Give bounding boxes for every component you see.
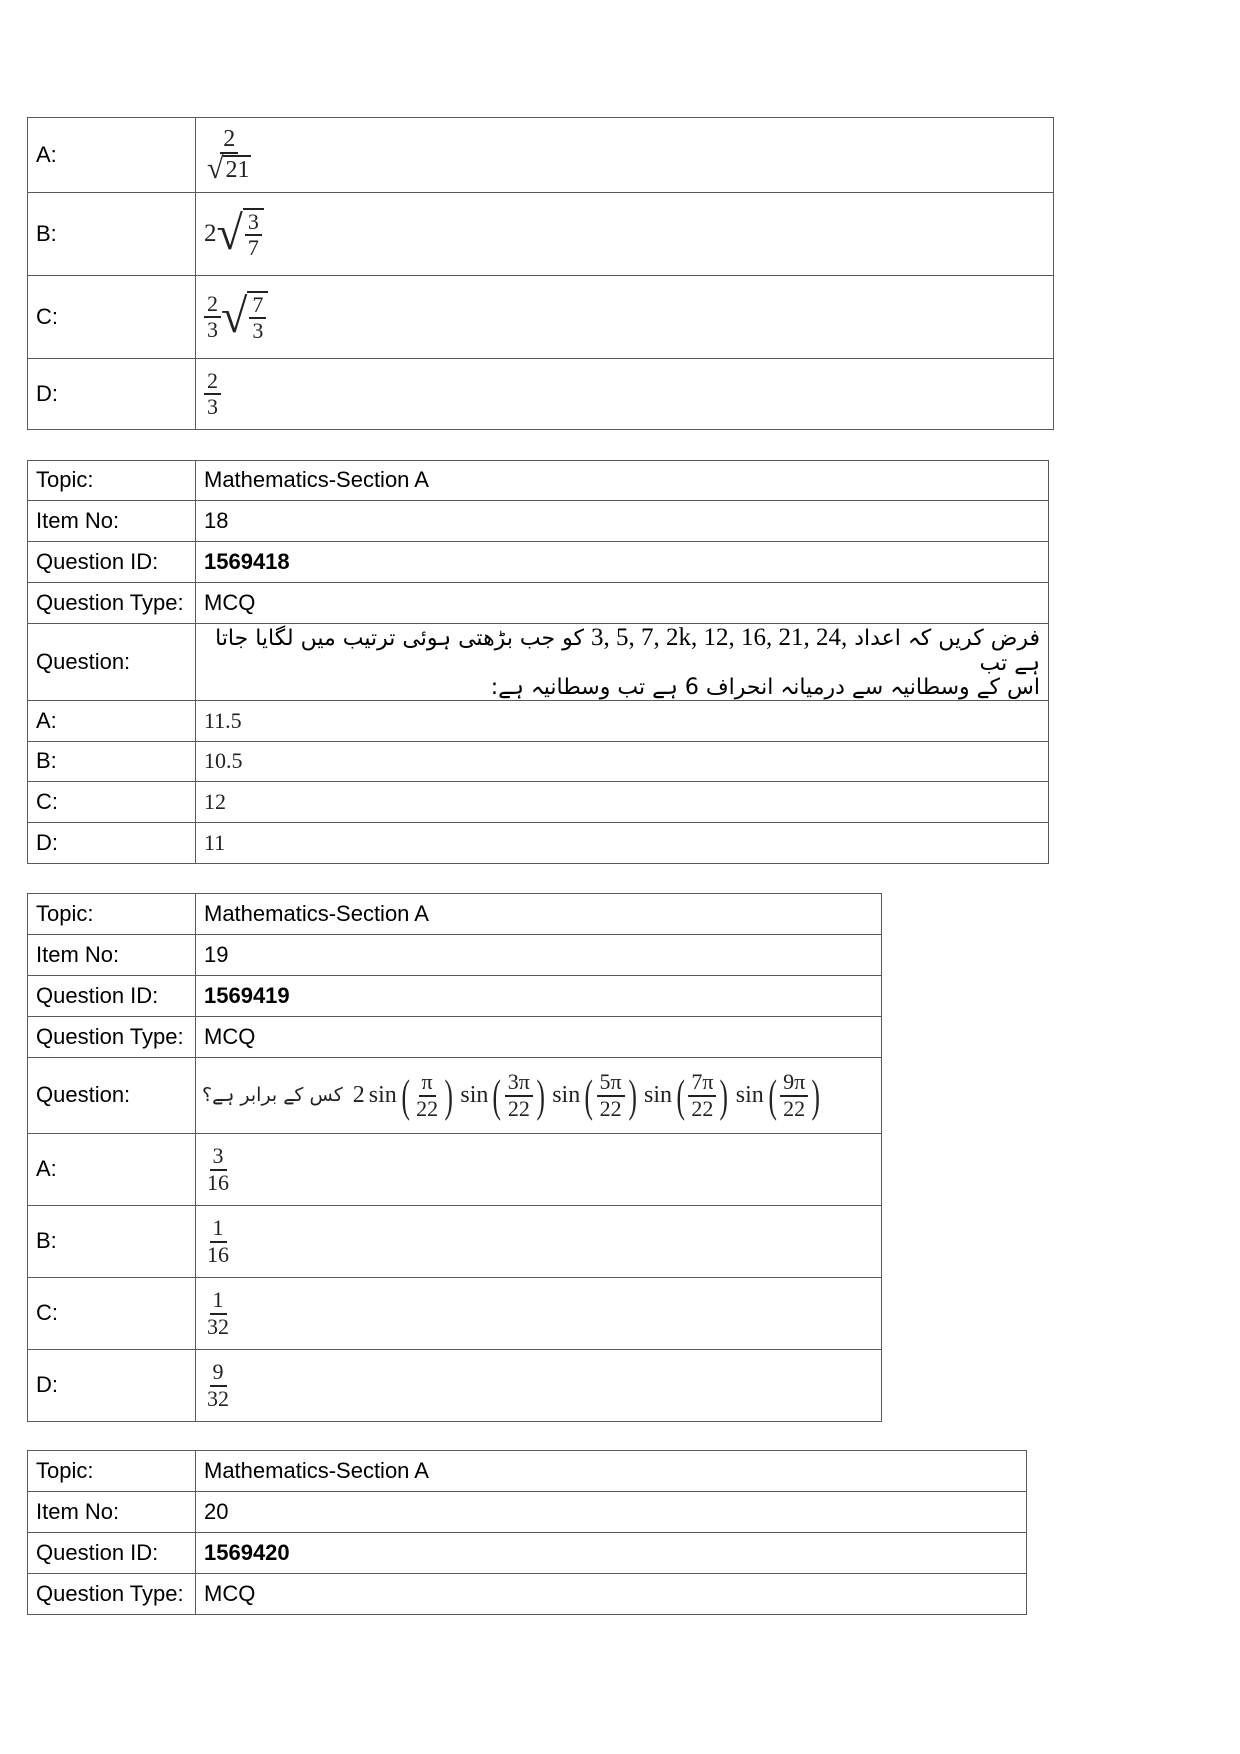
fraction bbox=[204, 1288, 232, 1338]
right-paren-icon: ) bbox=[444, 1069, 453, 1121]
question-text bbox=[196, 1058, 882, 1134]
fraction bbox=[413, 1070, 441, 1120]
item-no-row bbox=[28, 1492, 1027, 1533]
denominator: 16 bbox=[207, 1241, 229, 1267]
option-row-a bbox=[28, 700, 1049, 741]
question-text bbox=[196, 624, 1049, 701]
item-no-row bbox=[28, 501, 1049, 542]
denominator: 3 bbox=[207, 317, 218, 342]
sin-term-5 bbox=[736, 1070, 824, 1120]
radicand bbox=[247, 291, 268, 343]
denominator: 3 bbox=[252, 318, 264, 343]
question-type-value: MCQ bbox=[196, 583, 1049, 624]
option-row-d bbox=[28, 1350, 882, 1422]
option-row-d bbox=[28, 822, 1049, 863]
number-sequence: 3, 5, 7, 2k, 12, 16, 21, 24, bbox=[590, 624, 848, 651]
item-no-row bbox=[28, 935, 882, 976]
sin-fn: sin bbox=[643, 1082, 672, 1109]
numerator: 3π bbox=[505, 1070, 533, 1096]
topic-row bbox=[28, 461, 1049, 501]
radical-icon: √ bbox=[216, 207, 243, 260]
topic-row bbox=[28, 894, 882, 935]
option-label-c: C: bbox=[28, 781, 196, 822]
sin-term-1 bbox=[369, 1070, 457, 1120]
denominator: 22 bbox=[599, 1095, 622, 1121]
radicand: 21 bbox=[225, 156, 250, 183]
question-type-row bbox=[28, 583, 1049, 624]
fraction bbox=[204, 1360, 232, 1410]
sqrt bbox=[221, 291, 268, 343]
numerator: 1 bbox=[210, 1288, 227, 1314]
question-type-row bbox=[28, 1574, 1027, 1615]
left-paren-icon: ( bbox=[584, 1069, 594, 1121]
q19-table bbox=[27, 893, 882, 1422]
numerator: 2 bbox=[204, 292, 221, 318]
trig-expression bbox=[202, 1070, 826, 1120]
option-label-b: B: bbox=[28, 1206, 196, 1278]
option-row-b bbox=[28, 741, 1049, 781]
sin-fn: sin bbox=[552, 1082, 581, 1109]
numerator: 7 bbox=[249, 293, 266, 319]
option-value-d: 11 bbox=[196, 822, 1049, 863]
option-row-c bbox=[28, 276, 1054, 359]
option-row-b bbox=[28, 193, 1054, 276]
right-paren-icon: ) bbox=[628, 1069, 637, 1121]
radical-icon: √ bbox=[221, 290, 248, 343]
question-id-label: Question ID: bbox=[28, 976, 196, 1017]
question-id-value: 1569420 bbox=[196, 1533, 1027, 1574]
sin-term-4 bbox=[644, 1070, 732, 1120]
topic-value: Mathematics-Section A bbox=[196, 894, 882, 935]
question-id-value: 1569418 bbox=[196, 542, 1049, 583]
fraction bbox=[245, 210, 262, 260]
fraction bbox=[204, 1216, 232, 1266]
option-label-b: B: bbox=[28, 193, 196, 276]
sin-fn: sin bbox=[368, 1082, 397, 1109]
denominator: 3 bbox=[207, 394, 218, 419]
question-urdu-text: کس کے برابر ہے؟ bbox=[202, 1084, 343, 1107]
option-row-c bbox=[28, 781, 1049, 822]
q18-table bbox=[27, 460, 1049, 864]
left-paren-icon: ( bbox=[401, 1069, 410, 1121]
question-type-label: Question Type: bbox=[28, 1017, 196, 1058]
sin-fn: sin bbox=[460, 1082, 489, 1109]
fraction bbox=[780, 1070, 808, 1120]
question-id-row bbox=[28, 1533, 1027, 1574]
question-type-value: MCQ bbox=[196, 1017, 882, 1058]
question-line-1-pre: فرض کریں کہ اعداد bbox=[854, 626, 1040, 651]
topic-label: Topic: bbox=[28, 894, 196, 935]
numerator: 3 bbox=[245, 210, 262, 236]
option-value-b bbox=[196, 193, 1054, 276]
denominator: 22 bbox=[507, 1095, 530, 1121]
topic-label: Topic: bbox=[28, 1451, 196, 1492]
denominator: 16 bbox=[207, 1169, 229, 1195]
option-row-b bbox=[28, 1206, 882, 1278]
numerator: 9π bbox=[780, 1070, 808, 1096]
q17-options-table bbox=[27, 117, 1054, 430]
denominator: 7 bbox=[247, 235, 259, 260]
topic-row bbox=[28, 1451, 1027, 1492]
denominator: 32 bbox=[207, 1313, 229, 1339]
question-id-row bbox=[28, 976, 882, 1017]
q20-table bbox=[27, 1450, 1027, 1615]
radicand bbox=[243, 208, 264, 260]
numerator: 1 bbox=[210, 1216, 227, 1242]
question-type-label: Question Type: bbox=[28, 1574, 196, 1615]
sin-fn: sin bbox=[735, 1082, 764, 1109]
option-value-b bbox=[196, 1206, 882, 1278]
option-label-a: A: bbox=[28, 1134, 196, 1206]
topic-label: Topic: bbox=[28, 461, 196, 501]
item-no-value: 20 bbox=[196, 1492, 1027, 1533]
sin-term-3 bbox=[552, 1070, 640, 1120]
left-paren-icon: ( bbox=[676, 1069, 685, 1121]
option-row-c bbox=[28, 1278, 882, 1350]
question-row bbox=[28, 624, 1049, 701]
right-paren-icon: ) bbox=[811, 1069, 821, 1121]
option-value-c: 12 bbox=[196, 781, 1049, 822]
denominator: 22 bbox=[416, 1095, 439, 1121]
option-label-a: A: bbox=[28, 700, 196, 741]
sin-term-2 bbox=[460, 1070, 548, 1120]
item-no-value: 18 bbox=[196, 501, 1049, 542]
right-paren-icon: ) bbox=[719, 1069, 729, 1121]
fraction bbox=[249, 293, 266, 343]
denominator: 32 bbox=[207, 1385, 229, 1411]
option-row-a bbox=[28, 1134, 882, 1206]
option-value-c bbox=[196, 1278, 882, 1350]
question-line-2: اس کے وسطانیہ سے درمیانہ انحراف 6 ہے تب وسطانیہ ہے: bbox=[490, 674, 1040, 700]
left-paren-icon: ( bbox=[492, 1069, 502, 1121]
denominator: 22 bbox=[783, 1095, 806, 1121]
option-value-c bbox=[196, 276, 1054, 359]
numerator: 9 bbox=[210, 1360, 227, 1386]
question-id-row bbox=[28, 542, 1049, 583]
question-id-value: 1569419 bbox=[196, 976, 882, 1017]
question-type-row bbox=[28, 1017, 882, 1058]
numerator: 7π bbox=[688, 1070, 716, 1096]
option-value-d bbox=[196, 1350, 882, 1422]
question-type-label: Question Type: bbox=[28, 583, 196, 624]
item-no-label: Item No: bbox=[28, 1492, 196, 1533]
numerator: 5π bbox=[597, 1070, 625, 1096]
topic-value: Mathematics-Section A bbox=[196, 461, 1049, 501]
fraction bbox=[505, 1070, 533, 1120]
sqrt bbox=[217, 208, 264, 260]
question-line-1-post: کو جب بڑھتی ہوئی ترتیب میں لگایا جاتا ہے تب bbox=[215, 626, 1040, 676]
coefficient: 2 bbox=[204, 220, 217, 248]
right-paren-icon: ) bbox=[536, 1069, 545, 1121]
radical-icon: √ bbox=[207, 152, 224, 186]
option-label-d: D: bbox=[28, 359, 196, 430]
fraction bbox=[204, 292, 221, 342]
option-value-a: 11.5 bbox=[196, 700, 1049, 741]
question-id-label: Question ID: bbox=[28, 1533, 196, 1574]
option-label-c: C: bbox=[28, 276, 196, 359]
item-no-value: 19 bbox=[196, 935, 882, 976]
fraction bbox=[204, 369, 221, 419]
question-line-1 bbox=[204, 624, 1040, 676]
fraction bbox=[204, 126, 254, 184]
item-no-label: Item No: bbox=[28, 935, 196, 976]
question-row bbox=[28, 1058, 882, 1134]
option-label-d: D: bbox=[28, 1350, 196, 1422]
math-expression bbox=[204, 291, 268, 343]
numerator: 3 bbox=[210, 1144, 227, 1170]
option-value-b: 10.5 bbox=[196, 741, 1049, 781]
option-label-a: A: bbox=[28, 118, 196, 193]
option-row-a bbox=[28, 118, 1054, 193]
numerator: π bbox=[419, 1070, 436, 1096]
question-label: Question: bbox=[28, 1058, 196, 1134]
fraction bbox=[597, 1070, 625, 1120]
item-no-label: Item No: bbox=[28, 501, 196, 542]
left-paren-icon: ( bbox=[768, 1069, 777, 1121]
question-type-value: MCQ bbox=[196, 1574, 1027, 1615]
numerator: 2 bbox=[204, 369, 221, 395]
fraction bbox=[688, 1070, 716, 1120]
topic-value: Mathematics-Section A bbox=[196, 1451, 1027, 1492]
math-expression bbox=[204, 208, 264, 260]
option-label-d: D: bbox=[28, 822, 196, 863]
denominator: 22 bbox=[691, 1095, 714, 1121]
fraction bbox=[204, 1144, 232, 1194]
option-value-a bbox=[196, 118, 1054, 193]
option-row-d bbox=[28, 359, 1054, 430]
option-label-b: B: bbox=[28, 741, 196, 781]
option-label-c: C: bbox=[28, 1278, 196, 1350]
sqrt bbox=[204, 154, 254, 184]
coefficient: 2 bbox=[352, 1082, 365, 1109]
option-value-a bbox=[196, 1134, 882, 1206]
question-id-label: Question ID: bbox=[28, 542, 196, 583]
option-value-d bbox=[196, 359, 1054, 430]
numerator: 2 bbox=[220, 126, 238, 154]
question-label: Question: bbox=[28, 624, 196, 701]
